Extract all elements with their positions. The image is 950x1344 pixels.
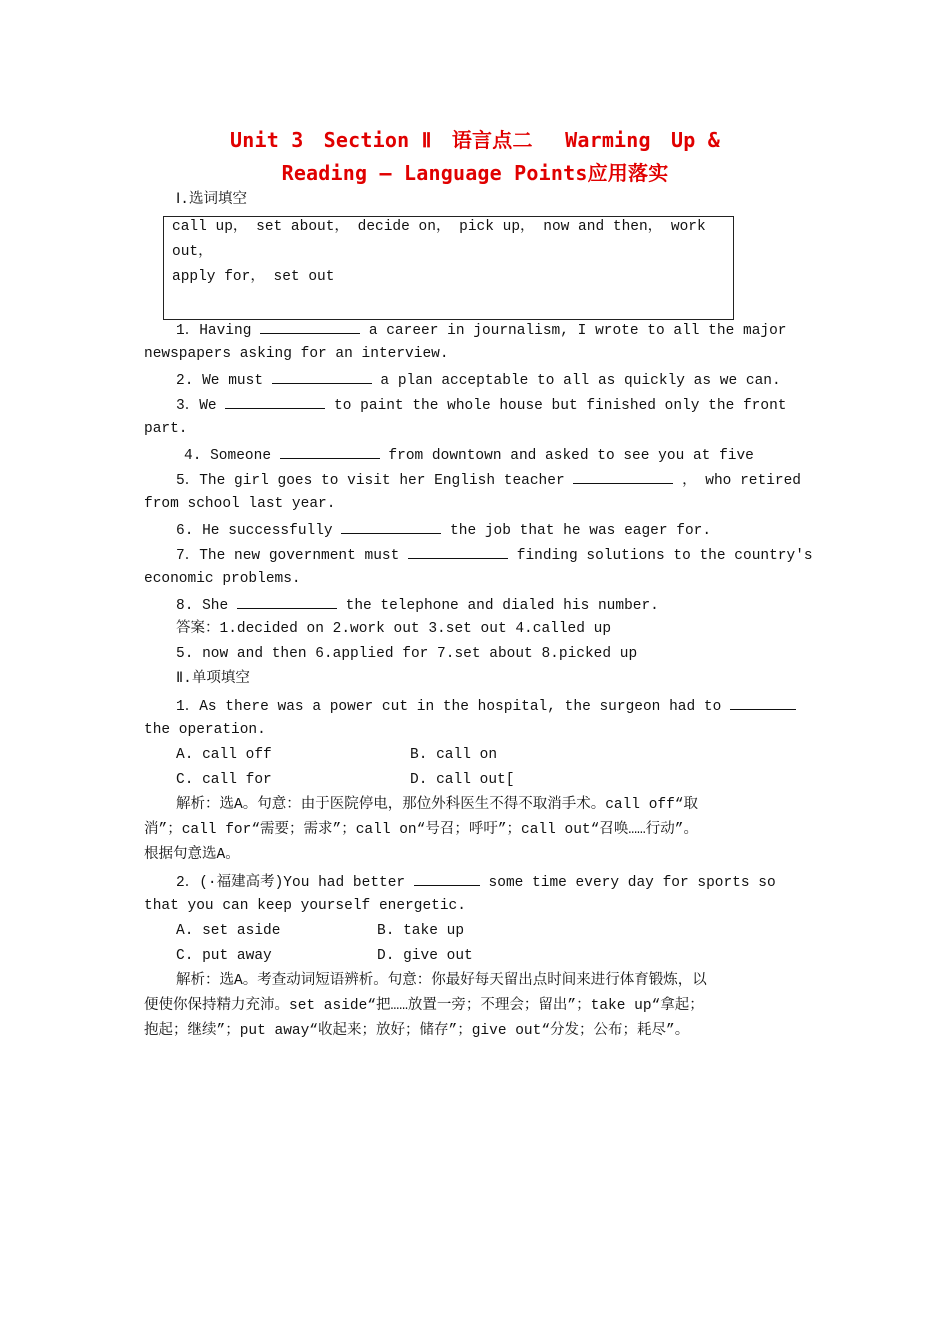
fill-question-3-cont: part.: [144, 421, 188, 437]
answer-blank: [408, 544, 508, 559]
q2-option-a: A. set aside: [176, 923, 281, 939]
q1-explanation-line2: 消”；call for“需要；需求”；call on“号召；呼吁”；call out“召唤……行动”。: [144, 822, 698, 838]
answer-blank: [272, 369, 372, 384]
page-title-line2: Reading — Language Points应用落实: [281, 161, 669, 185]
fill-question-6: 6. He successfully the job that he was eager for.: [176, 519, 711, 541]
q1-option-d: D. call out[: [410, 772, 515, 788]
q2-explanation-line3: 抱起；继续”；put away“收起来；放好；储存”；give out“分发；公布；耗尽”。: [144, 1023, 690, 1039]
q2-option-c: C. put away: [176, 948, 272, 964]
answer-blank: [237, 594, 337, 609]
fill-question-7: 7．The new government must finding solutions to the country's: [176, 544, 813, 566]
q2-explanation-line2: 便使你保持精力充沛。set aside“把……放置一旁；不理会；留出”；take up“拿起；: [144, 998, 704, 1014]
fill-question-2: 2. We must a plan acceptable to all as quickly as we can.: [176, 369, 781, 391]
answer-key-line2: 5. now and then 6.applied for 7.set about 8.picked up: [176, 646, 638, 662]
answer-key-line1: 答案：1.decided on 2.work out 3.set out 4.called up: [176, 621, 612, 637]
word-bank-line1: call up， set about， decide on， pick up， now and then， work: [172, 219, 706, 235]
section2-heading: Ⅱ.单项填空: [176, 671, 250, 687]
fill-question-5-cont: from school last year.: [144, 496, 336, 512]
fill-question-4: 4. Someone from downtown and asked to see you at five: [184, 444, 754, 466]
choice-question-1-cont: the operation.: [144, 722, 266, 738]
answer-blank: [341, 519, 441, 534]
q1-option-c: C. call for: [176, 772, 272, 788]
word-bank-line2: out，: [172, 244, 213, 260]
answer-blank: [730, 695, 796, 710]
answer-blank: [260, 319, 360, 334]
answer-blank: [280, 444, 380, 459]
answer-blank: [414, 871, 480, 886]
q2-option-d: D. give out: [377, 948, 473, 964]
choice-question-2-cont: that you can keep yourself energetic.: [144, 898, 466, 914]
fill-question-1: 1．Having a career in journalism, I wrote to all the major: [176, 319, 806, 341]
q2-explanation-line1: 解析：选A。考查动词短语辨析。句意：你最好每天留出点时间来进行体育锻炼，以: [176, 973, 707, 989]
fill-question-5: 5．The girl goes to visit her English teacher ， who retired: [176, 469, 801, 491]
page-title-line1: Unit 3 Section Ⅱ 语言点二 Warming Up &: [230, 128, 720, 152]
q1-option-b: B. call on: [410, 747, 498, 763]
q1-option-a: A. call off: [176, 747, 272, 763]
choice-question-2: 2．(·福建高考)You had better some time every day for sports so: [176, 871, 776, 893]
fill-question-3: 3．We to paint the whole house but finished only the front: [176, 394, 787, 416]
fill-question-1-cont: newspapers asking for an interview.: [144, 346, 449, 362]
answer-blank: [225, 394, 325, 409]
answer-blank: [573, 469, 673, 484]
choice-question-1: 1．As there was a power cut in the hospital, the surgeon had to: [176, 695, 796, 717]
q1-explanation-line3: 根据句意选A。: [144, 847, 240, 863]
word-bank-line3: apply for， set out: [172, 269, 335, 285]
section1-heading: Ⅰ.选词填空: [176, 192, 247, 208]
fill-question-8: 8. She the telephone and dialed his number.: [176, 594, 659, 616]
q2-option-b: B. take up: [377, 923, 465, 939]
q1-explanation-line1: 解析：选A。句意：由于医院停电，那位外科医生不得不取消手术。call off“取: [176, 797, 699, 813]
fill-question-7-cont: economic problems.: [144, 571, 301, 587]
